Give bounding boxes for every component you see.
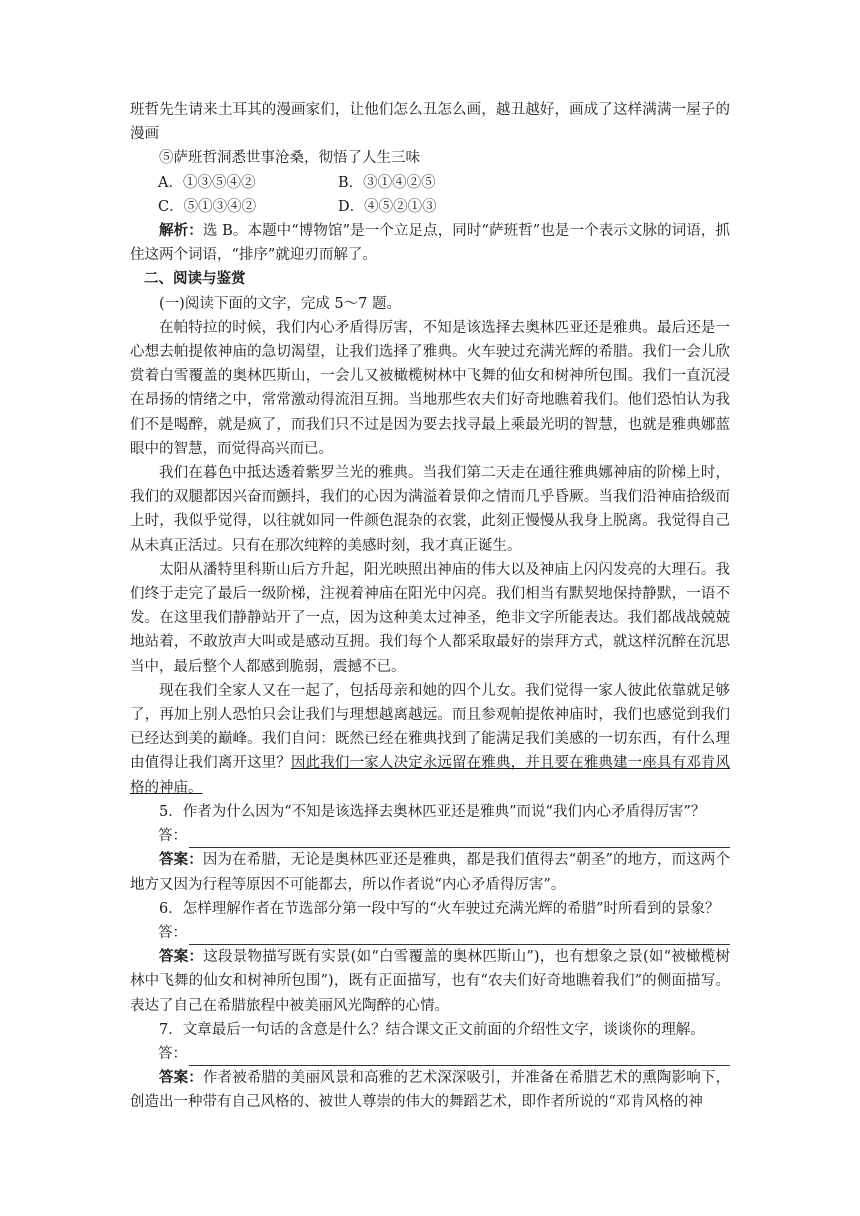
option-d: D．④⑤②①③ xyxy=(338,198,437,215)
passage-paragraph-3: 太阳从潘特里科斯山后方升起，阳光映照出神庙的伟大以及神庙上闪闪发亮的大理石。我们终于走完了最后一级阶梯，注视着神庙在阳光中闪亮。我们相当有默契地保持静默，一语不发。在这里我们静静站开了一点，因为这种美太过神圣，绝非文字所能表达。我们都战战兢兢地站着，不敢放声大叫或是感动互拥。我们每个人都采取最好的崇拜方式，就这样沉醉在沉思当中，最后整个人都感到脆弱，震撼不已。 xyxy=(130,561,730,675)
answer-7-text: 作者被希腊的美丽风景和高雅的艺术深深吸引，并准备在希腊艺术的熏陶影响下，创造出一种带有自己风格的、被世人尊崇的伟大的舞蹈艺术，即作者所说的“邓肯风格的神 xyxy=(130,1070,730,1111)
passage-paragraph-1: 在帕特拉的时候，我们内心矛盾得厉害，不知是该选择去奥林匹亚还是雅典。最后还是一心想去帕提侬神庙的急切渴望，让我们选择了雅典。火车驶过充满光辉的希腊。我们一会儿欣赏着白雪覆盖的奥林匹斯山，一会儿又被橄榄树林中飞舞的仙女和树神所包围。我们一直沉浸在昂扬的情绪之中，常常激动得流泪互拥。当地那些农夫们好奇地瞧着我们。他们恐怕认为我们不是喝醉，就是疯了，而我们只不过是因为要去找寻最上乘最光明的智慧，也就是雅典娜蓝眼中的智慧，而觉得高兴而已。 xyxy=(130,319,730,457)
question-5: 5．作者为什么因为“不知是该选择去奥林匹亚还是雅典”而说“我们内心矛盾得厉害”？ xyxy=(159,803,706,820)
answer-7 xyxy=(130,1066,730,1114)
intro-continuation: 班哲先生请来土耳其的漫画家们，让他们怎么丑怎么画，越丑越好，画成了这样满满一屋子的漫画 xyxy=(130,102,730,143)
analysis-paragraph xyxy=(130,219,730,267)
underlined-final-sentence: 因此我们一家人决定永远留在雅典，并且要在雅典建一座具有邓肯风格的神庙。 xyxy=(130,755,731,796)
answer-line-7 xyxy=(130,1042,730,1066)
passage-paragraph-2: 我们在暮色中抵达透着紫罗兰光的雅典。当我们第二天走在通往雅典娜神庙的阶梯上时，我们的双腿都因兴奋而颤抖，我们的心因为满溢着景仰之情而几乎昏厥。当我们沿神庙拾级而上时，我似乎觉得，以往就如同一件颜色混杂的衣裳，此刻正慢慢从我身上脱离。我觉得自己从未真正活过。只有在那次纯粹的美感时刻，我才真正诞生。 xyxy=(130,465,730,554)
answer-line-5 xyxy=(130,824,730,848)
answer-6 xyxy=(130,945,730,1018)
passage-paragraph-4-text: 现在我们全家人又在一起了，包括母亲和她的四个儿女。我们觉得一家人彼此依靠就足够了，再加上别人恐怕只会让我们与理想越离越远。而且参观帕提侬神庙时，我们也感觉到我们已经达到美的巅峰。我们自问：既然已经在雅典找到了能满足我们美感的一切东西，有什么理由值得让我们离开这里？ xyxy=(130,682,730,772)
section-title: 二、阅读与鉴赏 xyxy=(144,270,246,288)
answer-5-text: 因为在希腊，无论是奥林匹亚还是雅典，都是我们值得去“朝圣”的地方，而这两个地方又因为行程等原因不可能都去，所以作者说“内心矛盾得厉害”。 xyxy=(130,852,731,893)
analysis-label: 解析： xyxy=(159,222,203,240)
answer-line-6 xyxy=(130,921,730,945)
option-b: B．③①④②⑤ xyxy=(338,174,436,191)
option-c: C．⑤①③④② xyxy=(158,198,257,215)
question-7: 7．文章最后一句话的含意是什么？结合课文正文前面的介绍性文字，谈谈你的理解。 xyxy=(159,1021,705,1038)
answer-blank-7[interactable] xyxy=(189,1048,730,1066)
answer-blank-6[interactable] xyxy=(189,927,730,945)
answer-prompt: 答： xyxy=(158,1045,187,1062)
question-6: 6．怎样理解作者在节选部分第一段中写的“火车驶过充满光辉的希腊”时所看到的景象？ xyxy=(159,900,720,917)
passage-paragraph-4 xyxy=(130,679,730,800)
answer-prompt: 答： xyxy=(158,924,187,941)
option-a: A．①③⑤④② xyxy=(158,174,256,191)
answer-prompt: 答： xyxy=(158,828,187,845)
answer-label: 答案： xyxy=(159,948,204,966)
answer-label: 答案： xyxy=(159,851,203,869)
answer-label: 答案： xyxy=(159,1069,203,1087)
answer-6-text: 这段景物描写既有实景(如“白雪覆盖的奥林匹斯山”)，也有想象之景(如“被橄榄树林中飞舞的仙女和树神所包围”)，既有正面描写，也有“农夫们好奇地瞧着我们”的侧面描写。表达了自己在希腊旅程中被美丽风光陶醉的心情。 xyxy=(130,949,730,1014)
answer-blank-5[interactable] xyxy=(189,830,730,848)
analysis-text: 选 B。本题中“博物馆”是一个立足点，同时“萨班哲”也是一个表示文脉的词语，抓住这两个词语，“排序”就迎刃而解了。 xyxy=(130,223,731,264)
answer-5 xyxy=(130,848,730,896)
document-page xyxy=(130,98,730,1115)
subsection-title: (一)阅读下面的文字，完成 5～7 题。 xyxy=(159,295,401,312)
answer-options xyxy=(130,171,730,219)
sequence-item-5: ⑤萨班哲洞悉世事沧桑，彻悟了人生三味 xyxy=(159,150,420,167)
